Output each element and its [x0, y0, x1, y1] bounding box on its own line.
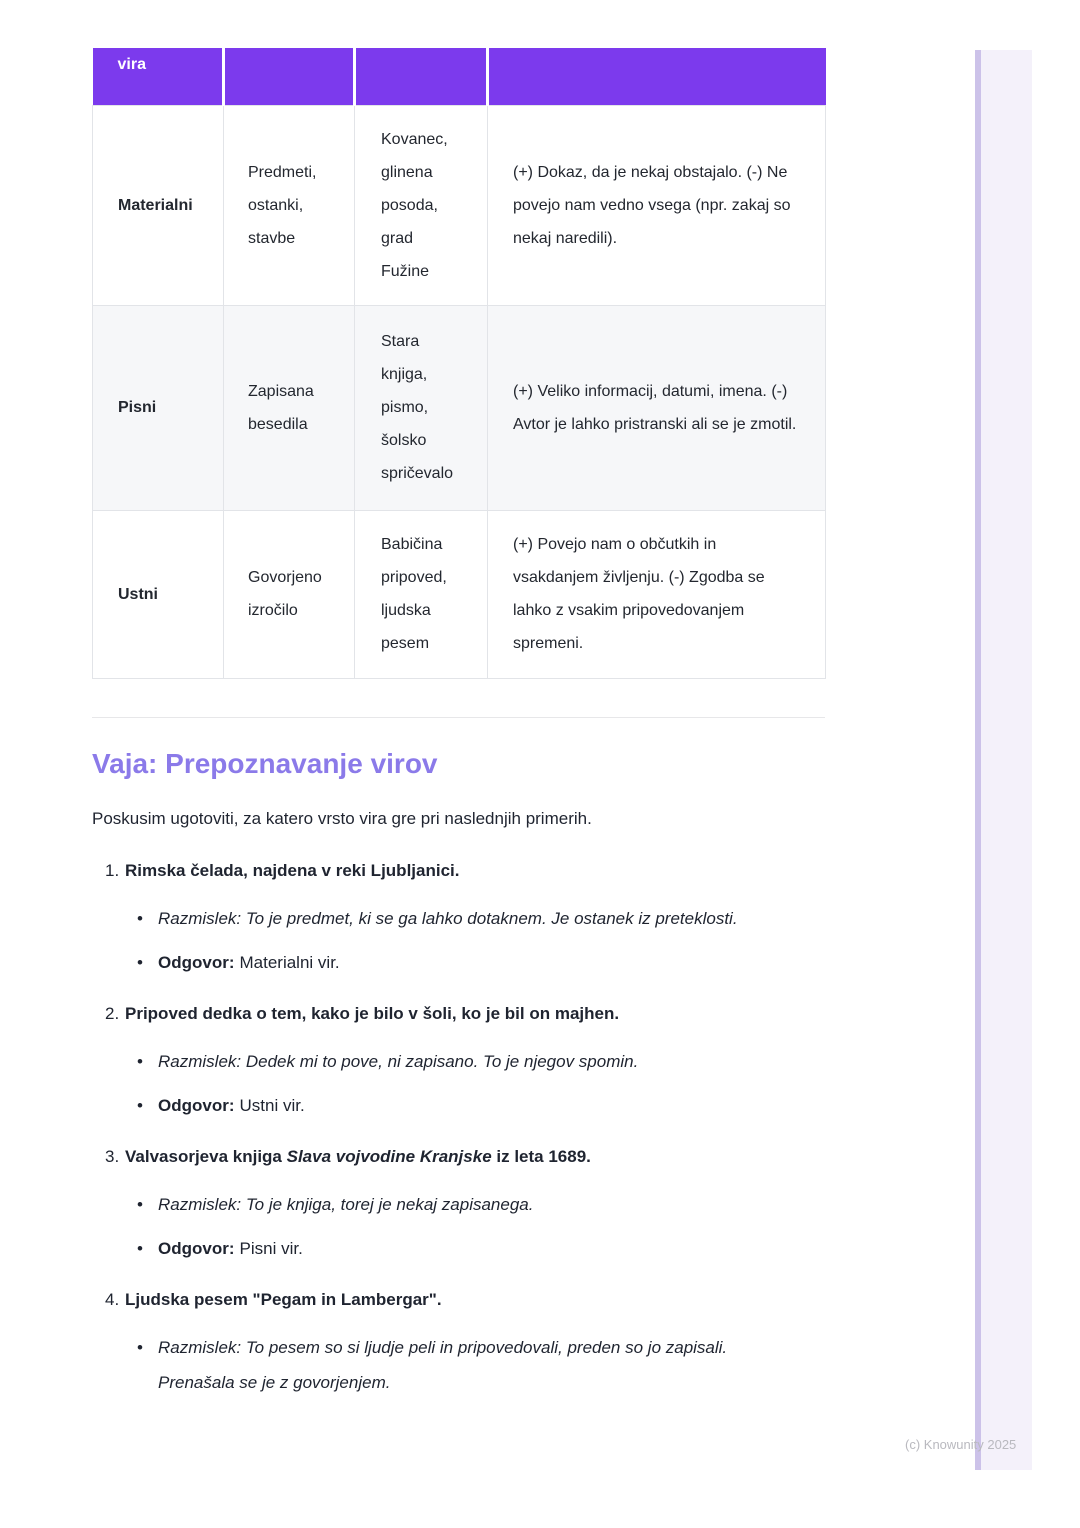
razmislek-bullet [92, 1187, 825, 1222]
item-title: 4. Ljudska pesem "Pegam in Lambergar". [105, 1288, 825, 1312]
razmislek-text: Razmislek: To je predmet, ki se ga lahko dotaknem. Je ostanek iz preteklosti. [158, 908, 738, 928]
exercise-list [92, 859, 825, 1400]
razmislek-text: Razmislek: To je knjiga, torej je nekaj zapisanega. [158, 1194, 534, 1214]
odgovor-bullet [92, 1231, 825, 1266]
row-examples: Stara knjiga, pismo, šolsko spričevalo [355, 305, 488, 510]
table-header-col2 [224, 48, 355, 105]
bullet-icon: • [137, 1337, 143, 1357]
bullet-icon: • [137, 1051, 143, 1071]
section-divider [92, 717, 825, 718]
table-row [93, 510, 826, 678]
odgovor-bullet [92, 1088, 825, 1123]
table-header-vira: vira [93, 48, 224, 105]
row-definition: Zapisana besedila [224, 305, 355, 510]
list-item [92, 1288, 825, 1400]
table-row [93, 305, 826, 510]
item-title: 3. Valvasorjeva knjiga Slava vojvodine Kranjske iz leta 1689. [105, 1145, 825, 1169]
razmislek-text: Razmislek: Dedek mi to pove, ni zapisano. To je njegov spomin. [158, 1051, 639, 1071]
row-type-label: Pisni [93, 305, 224, 510]
item-number: 1. [105, 860, 120, 880]
razmislek-bullet [92, 1330, 825, 1400]
razmislek-bullet [92, 1044, 825, 1079]
row-pros-cons: (+) Dokaz, da je nekaj obstajalo. (-) Ne povejo nam vedno vsega (npr. zakaj so nekaj naredili). [488, 105, 826, 305]
bullet-icon: • [137, 1194, 143, 1214]
item-number: 3. [105, 1146, 120, 1166]
watermark-text: (c) Knowunity 2025 [905, 1437, 1017, 1452]
item-title: 2. Pripoved dedka o tem, kako je bilo v šoli, ko je bil on majhen. [105, 1002, 825, 1026]
odgovor-label: Odgovor: [158, 1238, 235, 1258]
odgovor-label: Odgovor: [158, 1095, 235, 1115]
list-item [92, 1002, 825, 1123]
table-header-col4 [488, 48, 826, 105]
section-intro: Poskusim ugotoviti, za katero vrsto vira gre pri naslednjih primerih. [92, 808, 592, 828]
bullet-icon: • [137, 1238, 143, 1258]
odgovor-text: Ustni vir. [239, 1095, 305, 1115]
row-examples: Babičina pripoved, ljudska pesem [355, 510, 488, 678]
table-row [93, 105, 826, 305]
sub-bullets [92, 1330, 825, 1400]
row-pros-cons: (+) Veliko informacij, datumi, imena. (-) Avtor je lahko pristranski ali se je zmotil. [488, 305, 826, 510]
list-item [92, 1145, 825, 1266]
sub-bullets [92, 901, 825, 980]
bullet-icon: • [137, 908, 143, 928]
razmislek-bullet [92, 901, 825, 936]
odgovor-bullet [92, 945, 825, 980]
item-number: 4. [105, 1289, 120, 1309]
razmislek-text: Razmislek: To pesem so si ljudje peli in pripovedovali, preden so jo zapisali. Prenašala se je z govorjenjem. [158, 1337, 728, 1392]
list-item [92, 859, 825, 980]
row-type-label: Ustni [93, 510, 224, 678]
sub-bullets [92, 1044, 825, 1123]
row-definition: Govorjeno izročilo [224, 510, 355, 678]
page-content [92, 0, 825, 1422]
odgovor-text: Materialni vir. [239, 952, 340, 972]
item-title: 1. Rimska čelada, najdena v reki Ljubljanici. [105, 859, 825, 883]
odgovor-label: Odgovor: [158, 952, 235, 972]
section-heading: Vaja: Prepoznavanje virov [92, 747, 438, 779]
table-header-row [93, 48, 826, 105]
row-pros-cons: (+) Povejo nam o občutkih in vsakdanjem življenju. (-) Zgodba se lahko z vsakim pripovedovanjem spremeni. [488, 510, 826, 678]
row-type-label: Materialni [93, 105, 224, 305]
bullet-icon: • [137, 952, 143, 972]
sources-table [92, 48, 826, 679]
bullet-icon: • [137, 1095, 143, 1115]
page-edge-strip [975, 50, 1032, 1470]
row-examples: Kovanec, glinena posoda, grad Fužine [355, 105, 488, 305]
sub-bullets [92, 1187, 825, 1266]
item-number: 2. [105, 1003, 120, 1023]
odgovor-text: Pisni vir. [239, 1238, 303, 1258]
table-header-col3 [355, 48, 488, 105]
row-definition: Predmeti, ostanki, stavbe [224, 105, 355, 305]
